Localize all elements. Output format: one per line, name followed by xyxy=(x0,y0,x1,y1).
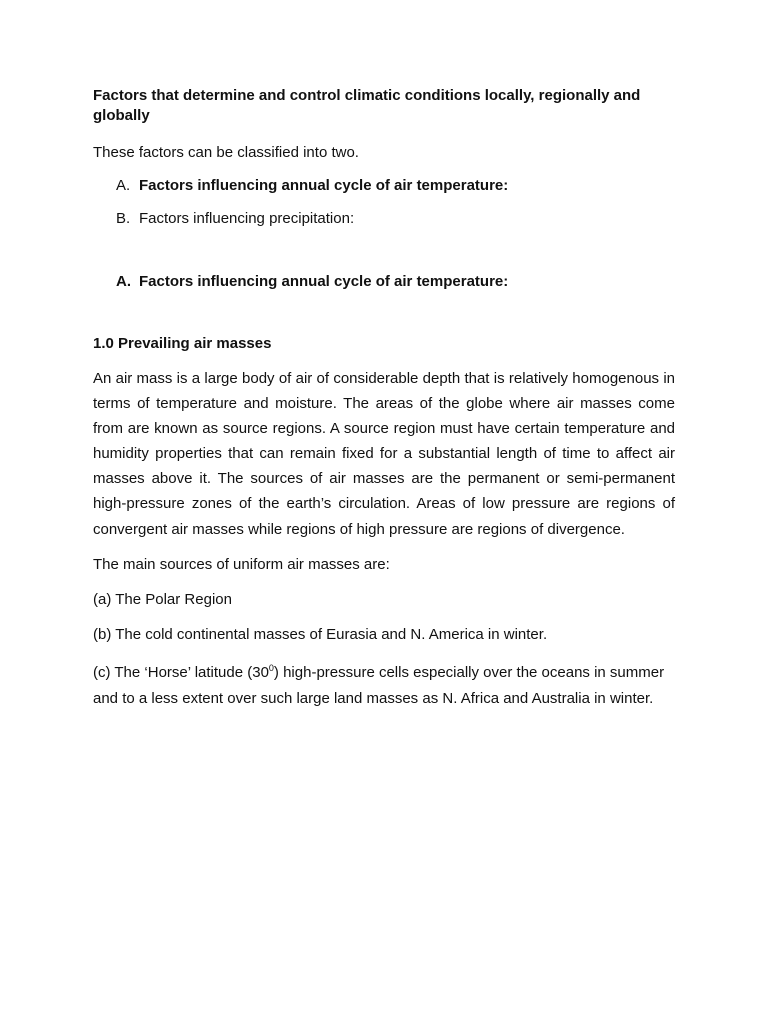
source-item-b: (b) The cold continental masses of Eurasia and N. America in winter. xyxy=(93,625,548,643)
source-item-a: (a) The Polar Region xyxy=(93,590,232,608)
list-item-text: Factors influencing precipitation: xyxy=(139,210,355,227)
source-item-c xyxy=(93,660,675,712)
list-marker: A. xyxy=(116,177,131,194)
air-mass-paragraph: An air mass is a large body of air of considerable depth that is relatively homogenous in terms of temperature and moisture. The areas of the globe where air masses come from are known as source regions. A source region must have certain temperature and humidity properties that can remain fixed for a substantial length of time to affect air masses above it. The sources of air masses are the permanent or semi-permanent high-pressure zones of the earth’s circulation. Areas of low pressure are regions of convergent air masses while regions of high pressure are regions of divergence. xyxy=(93,370,675,538)
degree-superscript: 0 xyxy=(268,662,274,673)
classification-list xyxy=(93,176,675,229)
list-item xyxy=(93,209,675,229)
section-marker: A. xyxy=(116,273,131,290)
list-item xyxy=(93,176,675,196)
section-a-heading xyxy=(93,272,675,292)
list-item-text: Factors influencing annual cycle of air temperature: xyxy=(139,177,509,194)
intro-text: These factors can be classified into two. xyxy=(93,144,359,161)
list-marker: B. xyxy=(116,210,131,227)
document-title: Factors that determine and control climatic conditions locally, regionally and globally xyxy=(93,87,641,124)
subsection-heading: 1.0 Prevailing air masses xyxy=(93,335,272,352)
section-title: Factors influencing annual cycle of air temperature: xyxy=(139,273,509,290)
document-body xyxy=(93,86,675,712)
source-c-text-start: (c) The ‘Horse’ latitude (30 xyxy=(93,663,269,681)
sources-intro: The main sources of uniform air masses are: xyxy=(93,555,390,573)
source-c-text-end: ) high-pressure cells especially over the oceans in summer and to a less extent over such large land masses as N. Africa and Australia in winter. xyxy=(93,663,665,707)
